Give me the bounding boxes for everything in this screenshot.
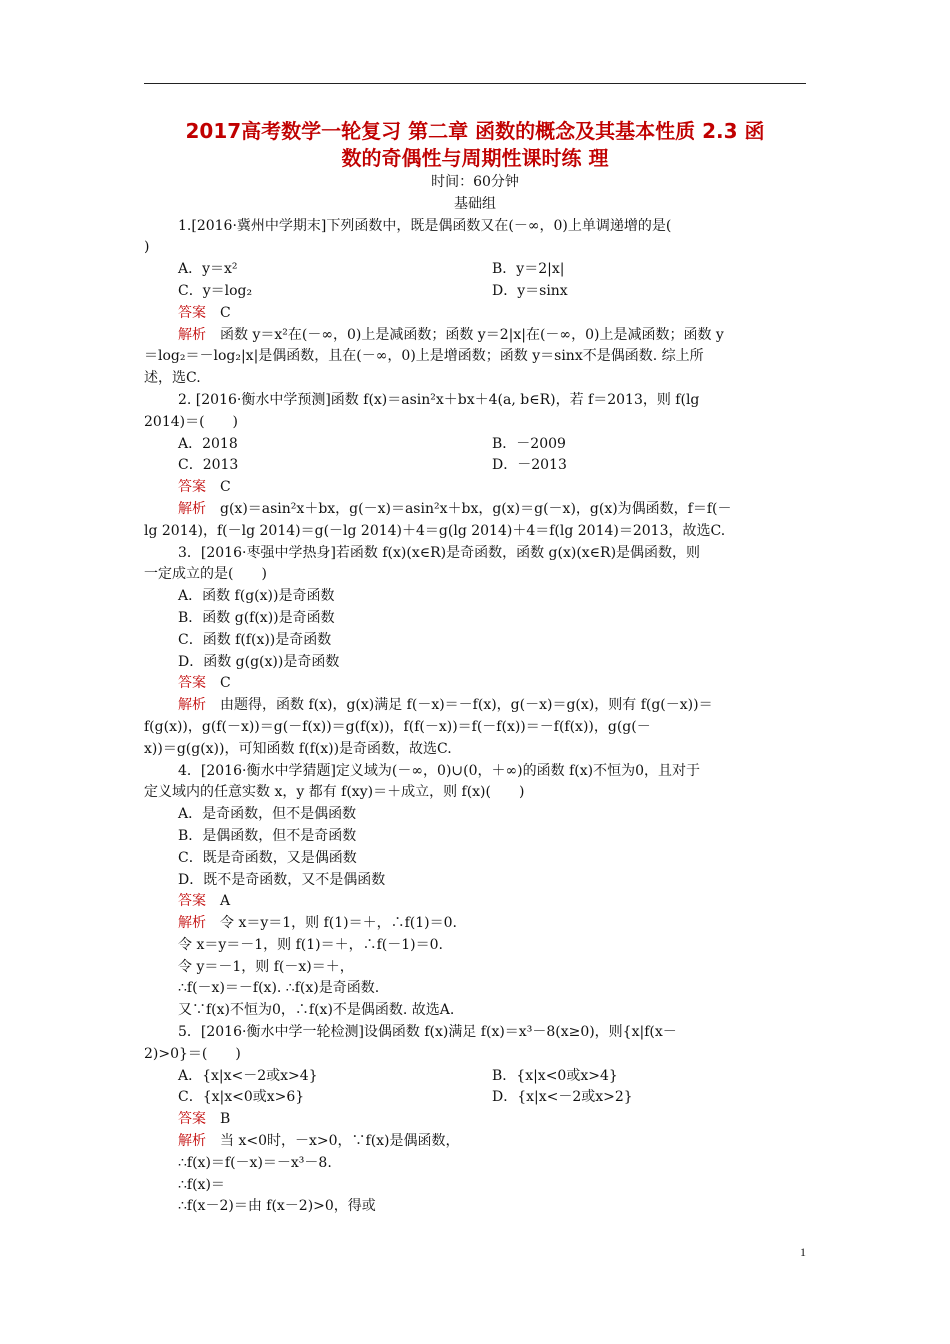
- q1-options-row1: [144, 259, 806, 281]
- q5-option-c: C．{x|x<0或x>6}: [178, 1089, 305, 1106]
- q1-analysis-line1: [144, 325, 806, 347]
- q5-stem-line2: 2)>0}＝( ): [144, 1045, 241, 1062]
- q2-option-b: B．－2009: [492, 435, 566, 452]
- page-number: 1: [800, 1245, 806, 1259]
- q1-analysis-text1: 函数 y＝x²在(－∞，0)上是减函数；函数 y＝2|x|在(－∞，0)上是减函数；函数 y: [220, 326, 724, 343]
- document-title-line1: 2017高考数学一轮复习 第二章 函数的概念及其基本性质 2.3 函: [185, 119, 765, 143]
- q4-answer: [144, 891, 806, 913]
- q1-analysis-line3: 述，选C.: [144, 370, 201, 387]
- q4-analysis-text1: 令 x＝y＝1，则 f(1)＝＋，∴f(1)＝0.: [220, 915, 457, 932]
- header-rule: [144, 83, 806, 84]
- q5-analysis-text1: 当 x<0时，－x>0，∵f(x)是偶函数，: [220, 1133, 460, 1150]
- q2-analysis-line2: lg 2014)，f(－lg 2014)＝g(－lg 2014)＋4＝g(lg 2014)＋4＝f(lg 2014)＝2013，故选C.: [144, 522, 726, 539]
- q5-option-b: B．{x|x<0或x>4}: [492, 1067, 618, 1084]
- q2-options-row2: [144, 455, 806, 477]
- document-page: [144, 118, 806, 1218]
- q5-analysis-line1: [144, 1131, 806, 1153]
- analysis-label: 解析: [178, 500, 206, 517]
- q5-analysis-line4: ∴f(x－2)＝由 f(x－2)>0，得或: [178, 1198, 376, 1215]
- analysis-label: 解析: [178, 1133, 206, 1150]
- q1-option-c: C．y＝log₂: [178, 282, 253, 299]
- q3-option-b: B．函数 g(f(x))是奇函数: [178, 609, 335, 626]
- q5-options-row1: [144, 1066, 806, 1088]
- answer-label: 答案: [178, 893, 206, 910]
- q4-option-c: C．既是奇函数，又是偶函数: [178, 849, 357, 866]
- q3-stem-line1: 3．[2016·枣强中学热身]若函数 f(x)(x∈R)是奇函数，函数 g(x)(x∈R)是偶函数，则: [178, 544, 701, 561]
- q4-option-a: A．是奇函数，但不是偶函数: [178, 806, 357, 823]
- document-title-line2: 数的奇偶性与周期性课时练 理: [341, 146, 609, 170]
- q4-analysis-line5: 又∵f(x)不恒为0，∴f(x)不是偶函数. 故选A.: [178, 1002, 455, 1019]
- q1-option-d: D．y＝sinx: [492, 282, 568, 299]
- q1-answer: [144, 303, 806, 325]
- q2-option-d: D．－2013: [492, 457, 567, 474]
- q5-analysis-line3: ∴f(x)＝: [178, 1176, 225, 1193]
- q3-answer: [144, 673, 806, 695]
- q4-analysis-line1: [144, 913, 806, 935]
- q2-option-a: A．2018: [178, 435, 238, 452]
- answer-label: 答案: [178, 304, 206, 321]
- time-limit: 时间：60分钟: [431, 174, 519, 190]
- q2-analysis-line1: [144, 499, 806, 521]
- q5-stem-line1: 5．[2016·衡水中学一轮检测]设偶函数 f(x)满足 f(x)＝x³－8(x≥0)，则{x|f(x－: [178, 1024, 677, 1041]
- q4-answer-value: A: [220, 893, 231, 910]
- q3-analysis-line2: f(g(x))，g(f(－x))＝g(－f(x))＝g(f(x))，f(f(－x))＝f(－f(x))＝－f(f(x))，g(g(－: [144, 718, 651, 735]
- q3-option-d: D．函数 g(g(x))是奇函数: [178, 653, 340, 670]
- q4-option-b: B．是偶函数，但不是奇函数: [178, 827, 357, 844]
- q5-answer: [144, 1109, 806, 1131]
- q4-analysis-line2: 令 x＝y＝－1，则 f(1)＝＋，∴f(－1)＝0.: [178, 936, 443, 953]
- q3-analysis-text1: 由题得，函数 f(x)，g(x)满足 f(－x)＝－f(x)，g(－x)＝g(x)，则有 f(g(－x))＝: [220, 697, 713, 714]
- q4-analysis-line3: 令 y＝－1，则 f(－x)＝＋，: [178, 958, 354, 975]
- q3-stem-line2: 一定成立的是( ): [144, 566, 267, 583]
- q3-option-c: C．函数 f(f(x))是奇函数: [178, 631, 332, 648]
- q1-stem-line1: 1.[2016·冀州中学期末]下列函数中，既是偶函数又在(－∞，0)上单调递增的是(: [178, 217, 672, 234]
- q2-stem-line1: 2. [2016·衡水中学预测]函数 f(x)＝asin²x＋bx＋4(a, b∈R)，若 f＝2013，则 f(lg: [178, 391, 700, 408]
- q2-answer: [144, 477, 806, 499]
- q1-stem-line2: ): [144, 239, 150, 256]
- q3-option-a: A．函数 f(g(x))是奇函数: [178, 588, 335, 605]
- q3-answer-value: C: [220, 675, 231, 692]
- analysis-label: 解析: [178, 697, 206, 714]
- q5-options-row2: [144, 1087, 806, 1109]
- q4-option-d: D．既不是奇函数，又不是偶函数: [178, 871, 386, 888]
- q2-option-c: C．2013: [178, 457, 239, 474]
- q1-option-b: B．y＝2|x|: [492, 261, 565, 278]
- q5-option-a: A．{x|x<－2或x>4}: [178, 1067, 318, 1084]
- q1-answer-value: C: [220, 304, 231, 321]
- q4-stem-line1: 4．[2016·衡水中学猜题]定义域为(－∞，0)∪(0，＋∞)的函数 f(x)不恒为0，且对于: [178, 762, 700, 779]
- q2-answer-value: C: [220, 479, 231, 496]
- answer-label: 答案: [178, 479, 206, 496]
- q2-analysis-text1: g(x)＝asin²x＋bx，g(－x)＝asin²x＋bx，g(x)＝g(－x)，g(x)为偶函数，f＝f(－: [220, 500, 732, 517]
- analysis-label: 解析: [178, 326, 206, 343]
- section-heading: 基础组: [454, 195, 496, 212]
- q4-analysis-line4: ∴f(－x)＝－f(x). ∴f(x)是奇函数.: [178, 980, 380, 997]
- q4-stem-line2: 定义域内的任意实数 x，y 都有 f(xy)＝＋成立，则 f(x)( ): [144, 784, 525, 801]
- q5-option-d: D．{x|x<－2或x>2}: [492, 1089, 633, 1106]
- q2-stem-line2: 2014)＝( ): [144, 413, 239, 430]
- answer-label: 答案: [178, 1111, 206, 1128]
- q5-analysis-line2: ∴f(x)＝f(－x)＝－x³－8.: [178, 1154, 332, 1171]
- analysis-label: 解析: [178, 915, 206, 932]
- q5-answer-value: B: [220, 1111, 231, 1128]
- q1-option-a: A．y＝x²: [178, 261, 238, 278]
- q3-analysis-line1: [144, 695, 806, 717]
- q2-options-row1: [144, 434, 806, 456]
- answer-label: 答案: [178, 675, 206, 692]
- q3-analysis-line3: x))＝g(g(x))，可知函数 f(f(x))是奇函数，故选C.: [144, 740, 452, 757]
- q1-analysis-line2: ＝log₂＝－log₂|x|是偶函数，且在(－∞，0)上是增函数；函数 y＝sinx不是偶函数. 综上所: [144, 348, 704, 365]
- q1-options-row2: [144, 281, 806, 303]
